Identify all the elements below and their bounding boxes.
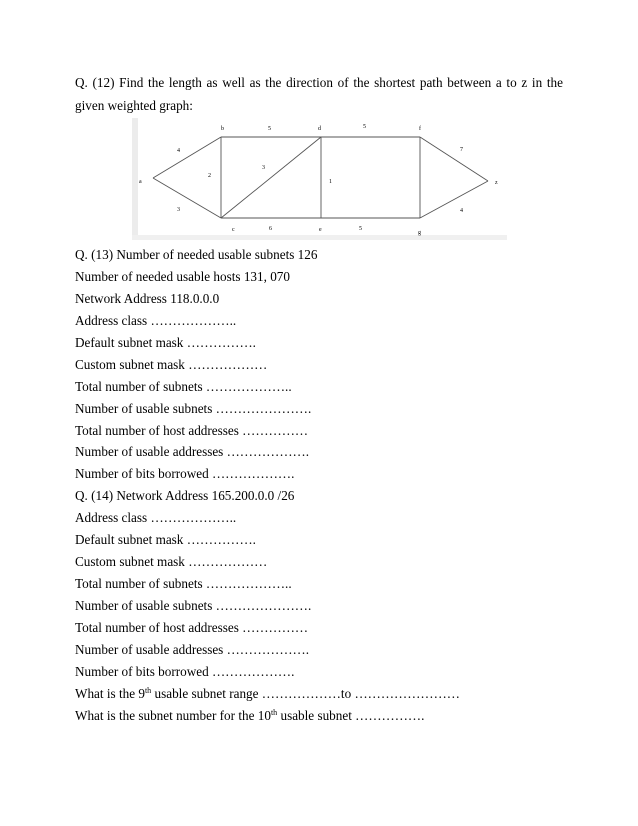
q14-bits-borrowed: Number of bits borrowed ………………. <box>75 663 295 679</box>
q14-custom-mask: Custom subnet mask ……………… <box>75 554 268 570</box>
weight-a-b: 4 <box>177 148 180 154</box>
question-12: Q. (12) Find the length as well as the direction of the shortest path between a to z in the given weighted graph: <box>75 75 563 113</box>
q13-usable-subnets: Number of usable subnets …………………. <box>75 400 312 416</box>
q13-total-subnets: Total number of subnets ……………….. <box>75 378 292 394</box>
q13-total-hosts: Total number of host addresses …………… <box>75 422 309 438</box>
weight-f-z: 7 <box>460 147 463 153</box>
q13-title: Q. (13) Number of needed usable subnets 126 <box>75 247 318 262</box>
weighted-graph <box>132 118 507 240</box>
subnet-question-prefix: What is the subnet number for the 10 <box>75 707 271 723</box>
weight-d-f: 5 <box>363 124 366 130</box>
q14-total-hosts: Total number of host addresses …………… <box>75 619 309 635</box>
q13-hosts: Number of needed usable hosts 131, 070 <box>75 268 290 284</box>
q14-title: Q. (14) Network Address 165.200.0.0 /26 <box>75 488 295 504</box>
range-question-rest: usable subnet range ………………to …………………… <box>151 685 460 701</box>
edge-c-d <box>221 137 321 218</box>
q14-usable-subnets: Number of usable subnets …………………. <box>75 598 312 613</box>
weight-c-e: 6 <box>269 226 272 232</box>
q14-total-subnets: Total number of subnets ……………….. <box>75 576 292 592</box>
q13-network-address: Network Address 118.0.0.0 <box>75 290 220 306</box>
q14-default-mask: Default subnet mask ……………. <box>75 532 256 548</box>
range-question-prefix: What is the 9 <box>75 685 145 701</box>
weight-d-e: 1 <box>329 179 332 185</box>
vertex-z: z <box>495 180 498 186</box>
vertex-g: g <box>418 230 421 236</box>
graph-edges <box>153 137 488 218</box>
weight-b-d: 5 <box>268 126 271 132</box>
q13-custom-mask: Custom subnet mask ……………… <box>75 356 268 372</box>
weight-g-z: 4 <box>460 208 463 214</box>
weight-c-d: 3 <box>262 165 265 171</box>
edge-a-b <box>153 137 221 178</box>
q14-subnet-range-question <box>75 683 575 705</box>
vertex-f: f <box>419 126 421 132</box>
worksheet-lines <box>75 244 575 727</box>
subnet-question-rest: usable subnet ……………. <box>277 707 425 723</box>
vertex-a: a <box>139 179 142 185</box>
edge-a-c <box>153 178 221 218</box>
range-question-ordinal: th <box>144 685 152 695</box>
vertex-d: d <box>318 126 321 132</box>
figure-shadow-bottom <box>132 235 507 240</box>
edge-g-z <box>420 181 488 218</box>
q14-usable-addresses: Number of usable addresses ………………. <box>75 641 310 657</box>
edge-f-z <box>420 137 488 181</box>
weight-b-c: 2 <box>208 173 211 179</box>
vertex-c: c <box>232 227 235 233</box>
q13-address-class: Address class ……………….. <box>75 312 237 328</box>
q13-usable-addresses: Number of usable addresses ………………. <box>75 444 310 460</box>
q13-bits-borrowed: Number of bits borrowed ………………. <box>75 466 295 482</box>
subnet-question-ordinal: th <box>270 707 278 717</box>
weight-e-g: 5 <box>359 226 362 232</box>
q14-subnet-number-question <box>75 705 575 727</box>
q14-address-class: Address class ……………….. <box>75 510 237 526</box>
weight-a-c: 3 <box>177 207 180 213</box>
q13-default-mask: Default subnet mask ……………. <box>75 334 256 350</box>
vertex-b: b <box>221 126 224 132</box>
figure-shadow-left <box>132 118 138 240</box>
vertex-e: e <box>319 227 322 233</box>
